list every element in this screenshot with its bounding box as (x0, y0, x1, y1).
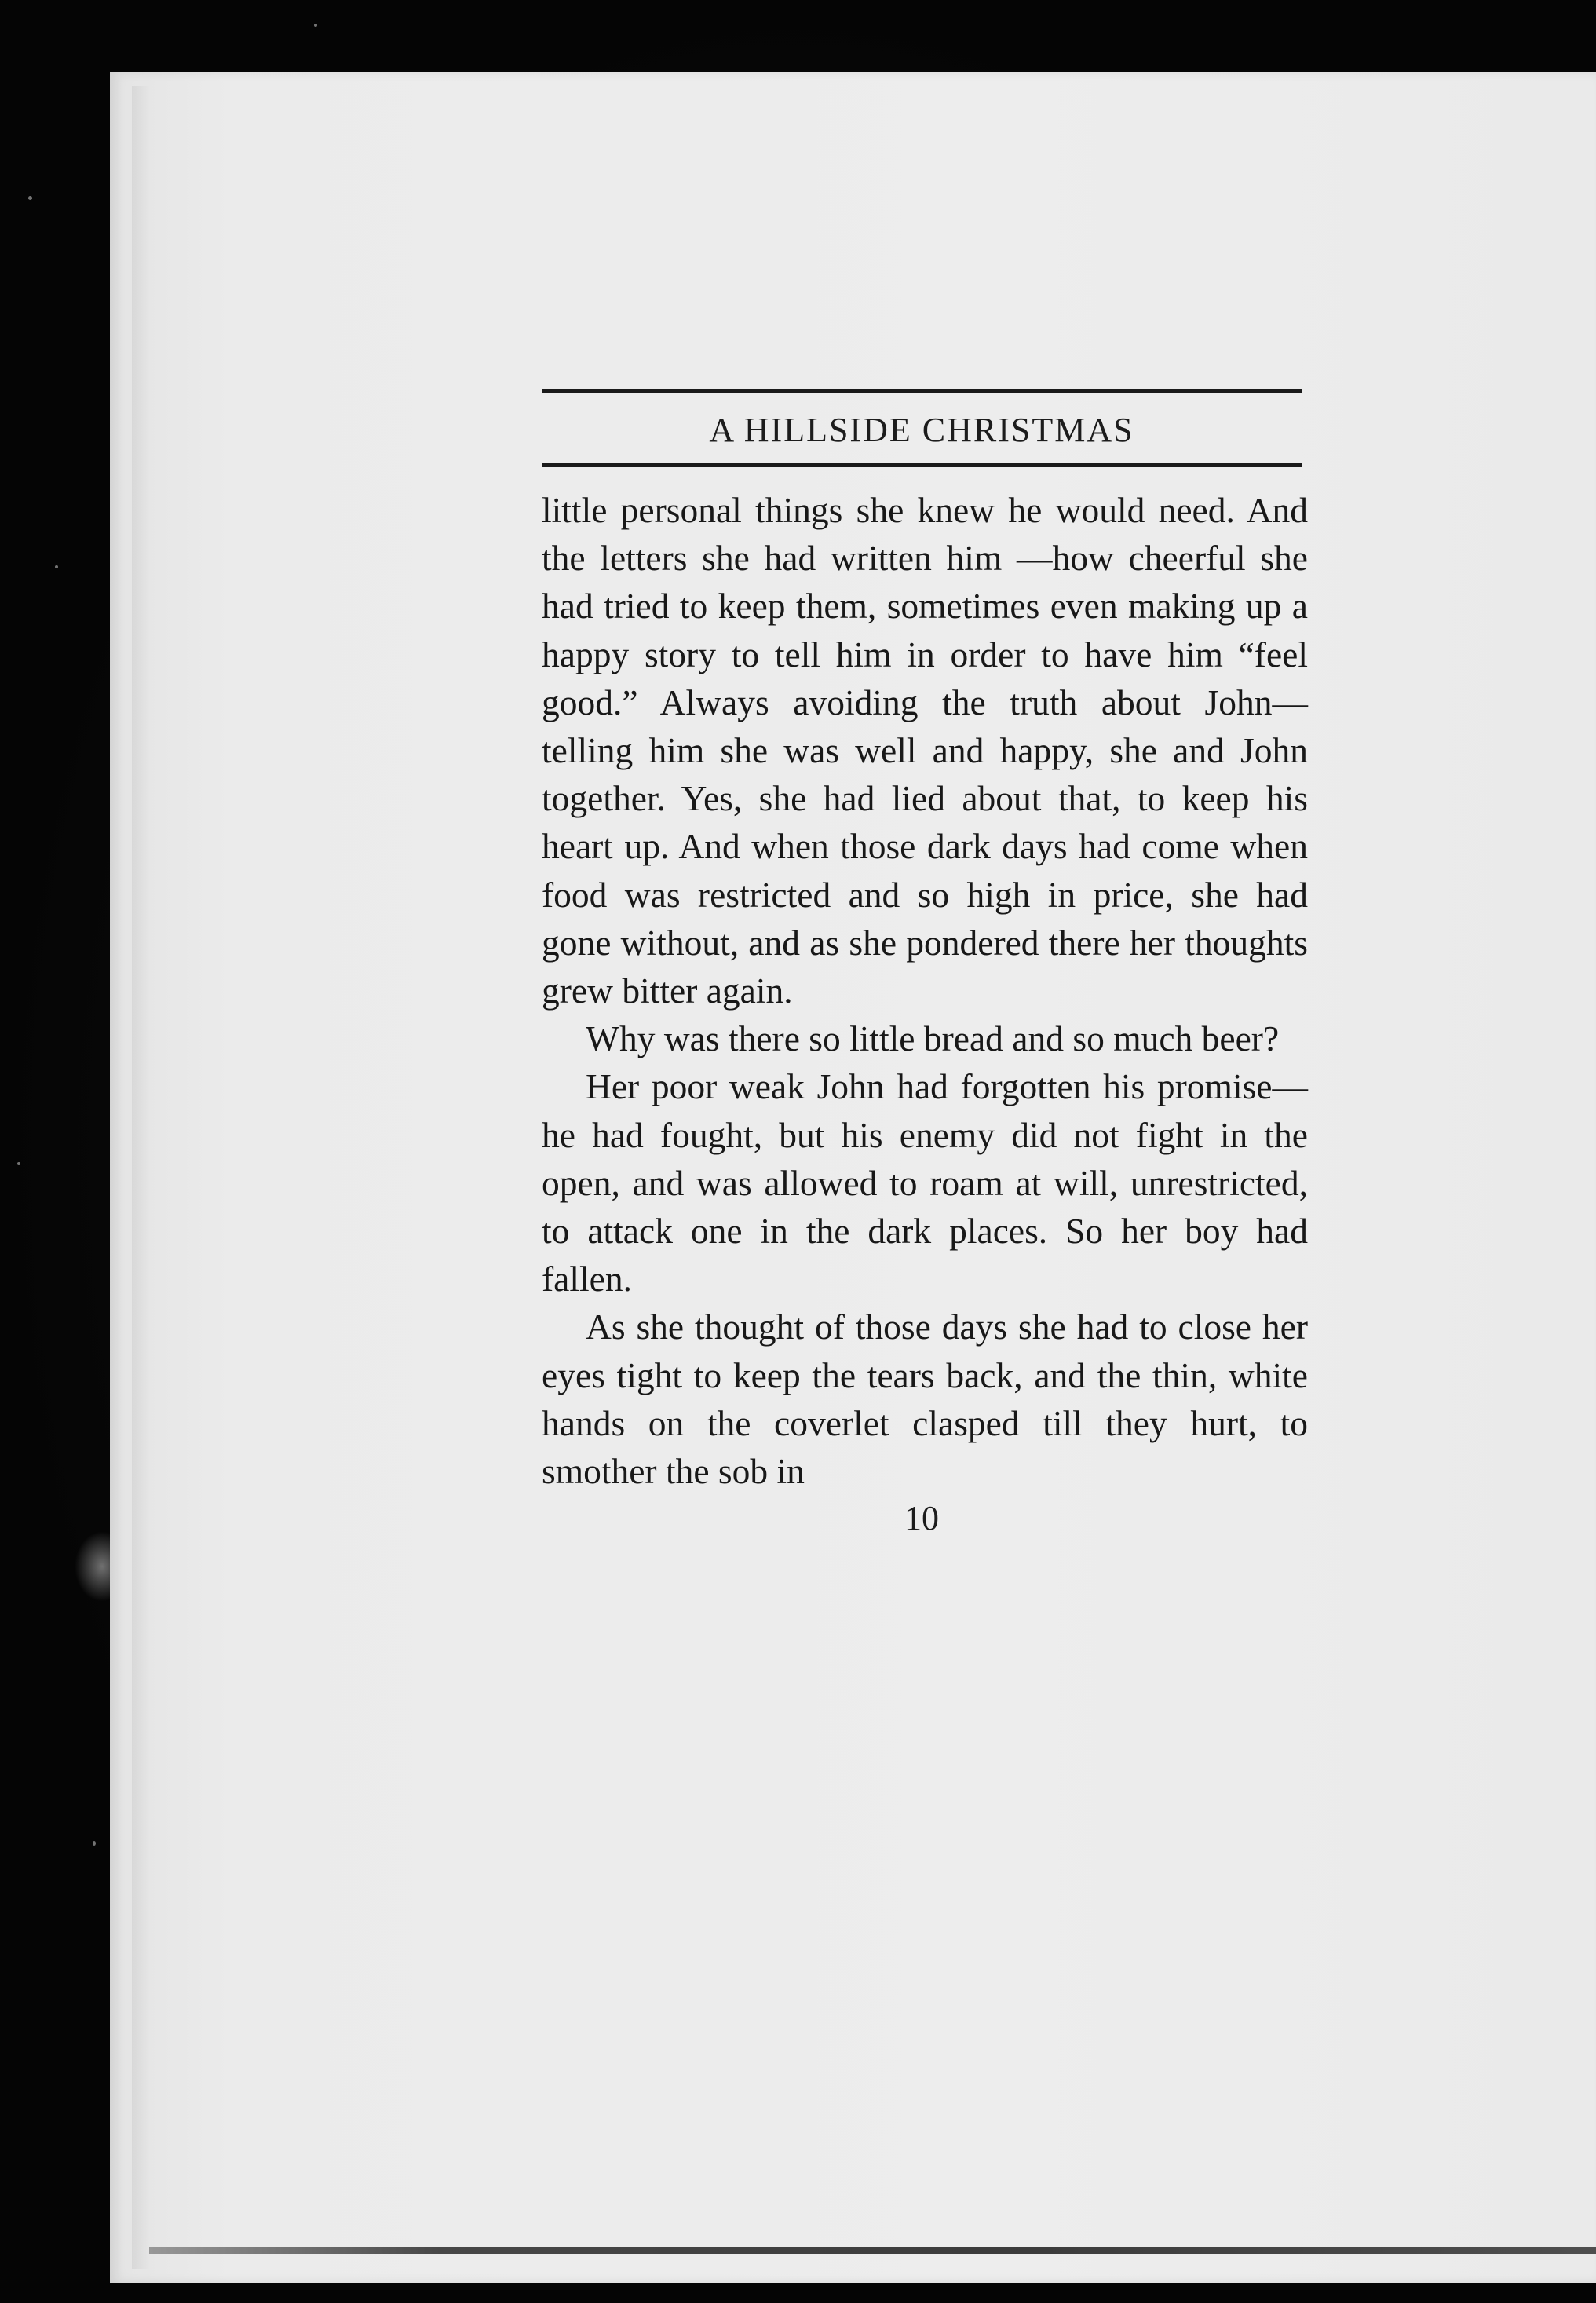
dust-speck (17, 1162, 20, 1165)
paragraph: Her poor weak John had forgotten his promise—he had fought, but his enemy did not fight in the open, and was allowed to roam at will, unrestricted, to attack one in the dark places. So her boy had fallen. (542, 1066, 1308, 1300)
dust-speck (28, 196, 32, 200)
paragraph: As she thought of those days she had to close her eyes tight to keep the tears back, and the thin, white hands on the coverlet clasped till they hurt, to smother the sob in (542, 1307, 1308, 1492)
paragraph: little personal things she knew he would need. And the letters she had written him —how cheerful she had tried to keep them, sometimes even making up a happy story to tell him in order to have him “feel good.” Always avoiding the truth about John— telling him she was well and happy, she and John together. Yes, she had lied about that, to keep his heart up. And when those dark days had come when food was restricted and so high in price, she had gone without, and as she pondered there her thoughts grew bitter again. (542, 490, 1308, 1011)
running-head: A HILLSIDE CHRISTMAS (709, 411, 1134, 449)
header-rule-top (542, 389, 1302, 393)
body-text (542, 486, 1308, 1495)
dust-speck (55, 565, 58, 568)
page-number: 10 (904, 1499, 939, 1538)
page-gutter-shadow (132, 86, 151, 2269)
dust-speck (314, 24, 317, 27)
paragraph: Why was there so little bread and so much beer? (586, 1018, 1280, 1059)
page-text-block (542, 389, 1308, 1539)
header-rule-bottom (542, 463, 1302, 467)
dust-speck (93, 1841, 96, 1846)
page-bottom-edge (149, 2247, 1596, 2254)
